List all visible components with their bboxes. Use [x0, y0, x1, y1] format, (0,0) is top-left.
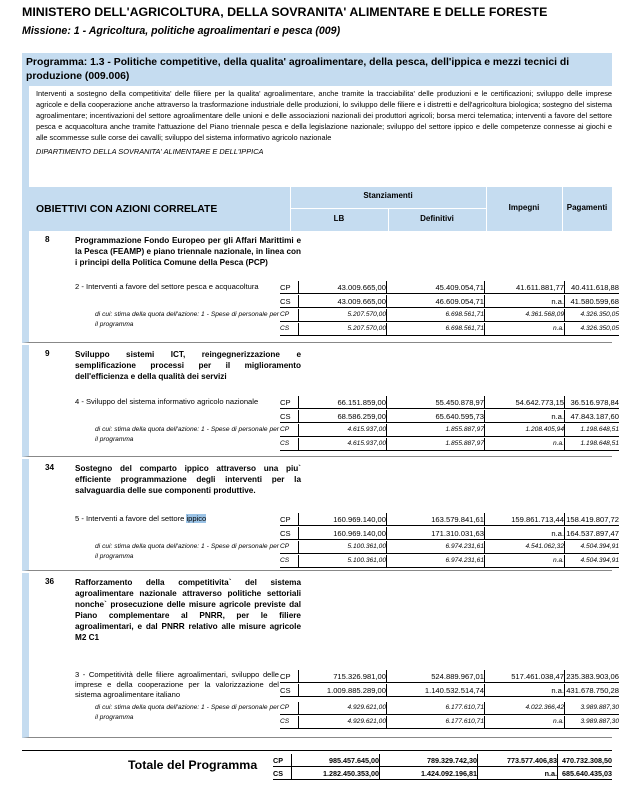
- cs-label: CS: [280, 325, 290, 332]
- cp-label: CP: [280, 543, 290, 550]
- cell-divider: [379, 767, 380, 780]
- cell-divider: [564, 702, 565, 715]
- impegni-value: n.a.: [551, 297, 564, 306]
- cell-divider: [298, 555, 299, 568]
- impegni-value: 4.541.062,32: [525, 543, 564, 550]
- definitivi-value: 1.855.887,97: [445, 440, 484, 447]
- cs-label: CS: [280, 412, 291, 421]
- definitivi-value: 6.177.610,71: [445, 718, 484, 725]
- lb-value: 43.009.665,00: [337, 283, 386, 292]
- pagamenti-value: 3.989.887,30: [580, 704, 619, 711]
- cell-divider: [386, 716, 387, 729]
- cp-label: CP: [280, 672, 291, 681]
- cell-divider: [291, 754, 292, 767]
- cell-divider: [484, 281, 485, 294]
- table-row: [280, 295, 619, 308]
- table-row: [280, 410, 619, 423]
- table-row: [280, 438, 619, 451]
- cell-divider: [386, 323, 387, 336]
- program-total: [22, 750, 612, 780]
- cp-label: CP: [280, 311, 290, 318]
- header-divider: [290, 208, 486, 209]
- lb-value: 5.207.570,00: [347, 311, 386, 318]
- cell-divider: [386, 396, 387, 409]
- quota-label: di cui: stima della quota dell'azione: 1 - Spese di personale per il programma: [95, 311, 279, 328]
- cp-label: CP: [280, 704, 290, 711]
- cp-label: CP: [280, 398, 291, 407]
- cell-divider: [298, 513, 299, 526]
- pagamenti-value: 4.504.394,91: [580, 543, 619, 550]
- lb-value: 5.100.361,00: [347, 543, 386, 550]
- cell-divider: [298, 438, 299, 451]
- pagamenti-value: 3.989.887,30: [580, 718, 619, 725]
- cs-label: CS: [280, 297, 291, 306]
- cell-divider: [386, 684, 387, 697]
- cell-divider: [564, 716, 565, 729]
- pagamenti-value: 158.419.807,72: [566, 515, 619, 524]
- impegni-value: 773.577.406,83: [507, 756, 557, 765]
- action-label: 2 - Interventi a favore del settore pesca e acquacoltura: [75, 282, 259, 291]
- cell-divider: [564, 527, 565, 540]
- cell-divider: [386, 281, 387, 294]
- lb-value: 715.326.981,00: [333, 672, 386, 681]
- objective-number: 34: [45, 463, 55, 472]
- objective-block: [22, 345, 619, 457]
- cell-divider: [564, 684, 565, 697]
- header-divider: [562, 187, 563, 231]
- cell-divider: [557, 767, 558, 780]
- cell-divider: [484, 438, 485, 451]
- cell-divider: [386, 295, 387, 308]
- cell-divider: [298, 684, 299, 697]
- pagamenti-value: 40.411.618,88: [571, 283, 619, 292]
- cell-divider: [484, 295, 485, 308]
- program-description: Interventi a sostegno della competitivita' delle filiere per la qualita' agroalimentare, anche tramite la tracciabilita' delle produzioni e le certificazioni; sviluppo delle imprese agricole e della cooperazione anche attraverso la trasformazione industriale delle produzioni, lo sviluppo delle filiere e i distretti e dell'agricoltura biologica; sostegno del sistema agroalimentare; incentivazioni del settore agroalimentare delle unioni e delle associazioni nazionali dei produttori agricoli; borsa merci telematica; interventi a favore del settore pesca e acquacoltura anche tramite l'attuazione del Piano triennale pesca e della legislazione nazionale; sviluppo del settore ippico e delle competenze connesse ai giochi e alle scommesse sulle corse dei cavalli; sviluppo del sistema informativo agricolo nazionale: [36, 89, 612, 142]
- cell-divider: [298, 716, 299, 729]
- lb-value: 4.929.621,00: [347, 704, 386, 711]
- cell-divider: [564, 295, 565, 308]
- impegni-value: 4.361.568,09: [525, 311, 564, 318]
- lb-header: LB: [333, 214, 345, 223]
- cell-divider: [564, 438, 565, 451]
- table-row: [280, 716, 619, 729]
- impegni-value: 159.861.713,44: [511, 515, 564, 524]
- impegni-value: 517.461.038,47: [511, 672, 564, 681]
- table-row: [273, 754, 612, 767]
- table-row: [280, 684, 619, 697]
- table-row: [273, 767, 612, 780]
- quota-label: di cui: stima della quota dell'azione: 1 - Spese di personale per il programma: [95, 426, 279, 443]
- definitivi-value: 45.409.054,71: [435, 283, 484, 292]
- pagamenti-value: 4.504.394,91: [580, 557, 619, 564]
- cell-divider: [477, 767, 478, 780]
- definitivi-value: 1.140.532.514,74: [424, 686, 484, 695]
- definitivi-value: 524.889.967,01: [431, 672, 484, 681]
- table-row: [280, 541, 619, 554]
- lb-value: 4.615.937,00: [347, 426, 386, 433]
- table-header: [22, 187, 612, 231]
- cell-divider: [484, 670, 485, 683]
- cell-divider: [298, 670, 299, 683]
- definitivi-value: 171.310.031,63: [431, 529, 484, 538]
- pagamenti-value: 164.537.897,47: [566, 529, 619, 538]
- cell-divider: [484, 527, 485, 540]
- cell-divider: [484, 555, 485, 568]
- cell-divider: [564, 396, 565, 409]
- quota-label: di cui: stima della quota dell'azione: 1 - Spese di personale per il programma: [95, 543, 279, 560]
- cell-divider: [386, 513, 387, 526]
- cell-divider: [564, 410, 565, 423]
- lb-value: 160.969.140,00: [333, 515, 386, 524]
- cell-divider: [298, 281, 299, 294]
- cell-divider: [564, 424, 565, 437]
- cell-divider: [484, 716, 485, 729]
- pagamenti-value: 1.198.648,51: [580, 426, 619, 433]
- cell-divider: [564, 323, 565, 336]
- definitivi-value: 789.329.742,30: [427, 756, 477, 765]
- definitivi-value: 65.640.595,73: [435, 412, 484, 421]
- impegni-value: 41.611.881,77: [516, 283, 564, 292]
- pagamenti-value: 47.843.187,60: [570, 412, 619, 421]
- pagamenti-value: 41.580.599,68: [570, 297, 619, 306]
- cs-label: CS: [280, 557, 290, 564]
- lb-value: 4.615.937,00: [347, 440, 386, 447]
- pagamenti-value: 36.516.978,84: [570, 398, 619, 407]
- lb-value: 985.457.645,00: [329, 756, 379, 765]
- ministry-title: MINISTERO DELL'AGRICOLTURA, DELLA SOVRANITA' ALIMENTARE E DELLE FORESTE: [22, 5, 548, 19]
- impegni-value: n.a.: [553, 440, 564, 447]
- impegni-header: Impegni: [508, 203, 540, 212]
- cell-divider: [484, 424, 485, 437]
- table-row: [280, 281, 619, 294]
- cell-divider: [564, 513, 565, 526]
- table-row: [280, 396, 619, 409]
- header-divider: [486, 187, 487, 231]
- objective-block: [22, 231, 619, 343]
- table-row: [280, 424, 619, 437]
- impegni-value: 1.208.405,94: [525, 426, 564, 433]
- pagamenti-value: 4.326.350,05: [580, 311, 619, 318]
- impegni-value: n.a.: [551, 686, 564, 695]
- mission-title: Missione: 1 - Agricoltura, politiche agroalimentari e pesca (009): [22, 25, 341, 37]
- table-row: [280, 527, 619, 540]
- cell-divider: [379, 754, 380, 767]
- definitivi-value: 55.450.878,97: [435, 398, 484, 407]
- pagamenti-value: 4.326.350,05: [580, 325, 619, 332]
- cell-divider: [298, 527, 299, 540]
- impegni-value: n.a.: [544, 769, 557, 778]
- definitivi-value: 46.609.054,71: [435, 297, 484, 306]
- action-label[interactable]: [75, 514, 279, 524]
- cell-divider: [564, 309, 565, 322]
- cs-label: CS: [280, 440, 290, 447]
- cell-divider: [386, 424, 387, 437]
- impegni-value: n.a.: [551, 529, 564, 538]
- definitivi-value: 6.698.561,71: [445, 325, 484, 332]
- lb-value: 1.009.885.289,00: [326, 686, 386, 695]
- table-row: [280, 670, 619, 683]
- objective-title: Sviluppo sistemi ICT, reingegnerizzazione e semplificazione processi per il miglioramento dell'efficienza e della qualità dei servizi: [75, 350, 301, 381]
- table-row: [280, 702, 619, 715]
- cp-label: CP: [280, 426, 290, 433]
- definitivi-value: 6.974.231,61: [445, 543, 484, 550]
- impegni-value: n.a.: [553, 557, 564, 564]
- action-label-text: 5 - Interventi a favore del settore: [75, 514, 187, 523]
- cell-divider: [564, 555, 565, 568]
- cell-divider: [298, 323, 299, 336]
- cell-divider: [291, 767, 292, 780]
- quota-label: di cui: stima della quota dell'azione: 1 - Spese di personale per il programma: [95, 704, 279, 721]
- pagamenti-value: 235.383.903,06: [566, 672, 619, 681]
- definitivi-value: 6.974.231,61: [445, 557, 484, 564]
- objective-title: Programmazione Fondo Europeo per gli Affari Marittimi e la Pesca (FEAMP) e piano triennale nazionale, in linea con i principi della Politica Comune della Pesca (PCP): [75, 236, 301, 267]
- objective-block: [22, 459, 619, 571]
- cs-label: CS: [280, 529, 291, 538]
- objective-block: [22, 573, 619, 738]
- cell-divider: [298, 702, 299, 715]
- definitivi-value: 163.579.841,61: [431, 515, 484, 524]
- table-row: [280, 513, 619, 526]
- cell-divider: [484, 323, 485, 336]
- action-label: 3 - Competitività delle filiere agroalimentari, sviluppo delle imprese e della cooperazione per la valorizzazione del sistema agroalimentare italiano: [75, 670, 279, 699]
- cell-divider: [386, 670, 387, 683]
- department-label: DIPARTIMENTO DELLA SOVRANITA' ALIMENTARE E DELL'IPPICA: [36, 147, 264, 156]
- cp-label: CP: [280, 283, 291, 292]
- cell-divider: [484, 396, 485, 409]
- cell-divider: [386, 438, 387, 451]
- impegni-value: 4.022.366,42: [525, 704, 564, 711]
- cell-divider: [298, 309, 299, 322]
- lb-value: 43.009.665,00: [337, 297, 386, 306]
- table-row: [280, 309, 619, 322]
- cell-divider: [298, 396, 299, 409]
- cell-divider: [484, 541, 485, 554]
- table-row: [280, 323, 619, 336]
- lb-value: 4.929.621,00: [347, 718, 386, 725]
- header-divider: [388, 208, 389, 231]
- cell-divider: [386, 527, 387, 540]
- cell-divider: [557, 754, 558, 767]
- lb-value: 68.586.259,00: [337, 412, 386, 421]
- cell-divider: [386, 555, 387, 568]
- pagamenti-header: Pagamenti: [566, 203, 608, 212]
- pagamenti-value: 470.732.308,50: [562, 756, 612, 765]
- cell-divider: [484, 702, 485, 715]
- impegni-value: n.a.: [553, 718, 564, 725]
- definitivi-value: 6.698.561,71: [445, 311, 484, 318]
- cell-divider: [484, 513, 485, 526]
- cell-divider: [298, 424, 299, 437]
- impegni-value: n.a.: [551, 412, 564, 421]
- cell-divider: [484, 309, 485, 322]
- stanziamenti-header: Stanziamenti: [363, 191, 413, 200]
- lb-value: 160.969.140,00: [333, 529, 386, 538]
- cp-label: CP: [280, 515, 291, 524]
- cell-divider: [386, 410, 387, 423]
- lb-value: 5.207.570,00: [347, 325, 386, 332]
- definitivi-header: Definitivi: [420, 214, 454, 223]
- definitivi-value: 1.855.887,97: [445, 426, 484, 433]
- objective-title: Rafforzamento della competitivita` del sistema agroalimentare nazionale attraverso politiche settoriali nonche` prosecuzione delle misure agricole previste dal Piano complementare al PNRR, per le filiere agroalimentari, e dal PNRR relativo alle misure agricole M2 C1: [75, 578, 301, 642]
- cell-divider: [564, 670, 565, 683]
- table-row: [280, 555, 619, 568]
- cp-label: CP: [273, 756, 283, 765]
- pagamenti-value: 431.678.750,28: [566, 686, 619, 695]
- objective-number: 8: [45, 235, 50, 244]
- cell-divider: [298, 541, 299, 554]
- pagamenti-value: 1.198.648,51: [580, 440, 619, 447]
- cs-label: CS: [273, 769, 283, 778]
- objective-number: 9: [45, 349, 50, 358]
- lb-value: 66.151.859,00: [337, 398, 386, 407]
- cell-divider: [386, 309, 387, 322]
- cell-divider: [298, 410, 299, 423]
- header-divider: [290, 187, 291, 231]
- pagamenti-value: 685.640.435,03: [562, 769, 612, 778]
- definitivi-value: 6.177.610,71: [445, 704, 484, 711]
- cell-divider: [484, 410, 485, 423]
- lb-value: 1.282.450.353,00: [323, 769, 379, 778]
- cell-divider: [564, 281, 565, 294]
- definitivi-value: 1.424.092.196,81: [421, 769, 477, 778]
- program-title: Programma: 1.3 - Politiche competitive, della qualita' agroalimentare, della pesca, dell'ippica e mezzi tecnici di produzione (009.006): [22, 53, 612, 86]
- cell-divider: [477, 754, 478, 767]
- objective-number: 36: [45, 577, 55, 586]
- cs-label: CS: [280, 718, 290, 725]
- cell-divider: [298, 295, 299, 308]
- lb-value: 5.100.361,00: [347, 557, 386, 564]
- selected-text[interactable]: ippico: [186, 514, 207, 523]
- cs-label: CS: [280, 686, 291, 695]
- action-label: 4 - Sviluppo del sistema informativo agricolo nazionale: [75, 397, 259, 406]
- impegni-value: n.a.: [553, 325, 564, 332]
- cell-divider: [484, 684, 485, 697]
- objective-title: Sostegno del comparto ippico attraverso una piu` efficiente programmazione degli interventi per la salvaguardia delle sue componenti produttive.: [75, 464, 301, 495]
- cell-divider: [386, 541, 387, 554]
- impegni-value: 54.642.773,15: [515, 398, 564, 407]
- total-label: Totale del Programma: [128, 758, 258, 772]
- cell-divider: [564, 541, 565, 554]
- cell-divider: [386, 702, 387, 715]
- program-description-box: [22, 86, 612, 187]
- objectives-header: OBIETTIVI CON AZIONI CORRELATE: [36, 204, 218, 215]
